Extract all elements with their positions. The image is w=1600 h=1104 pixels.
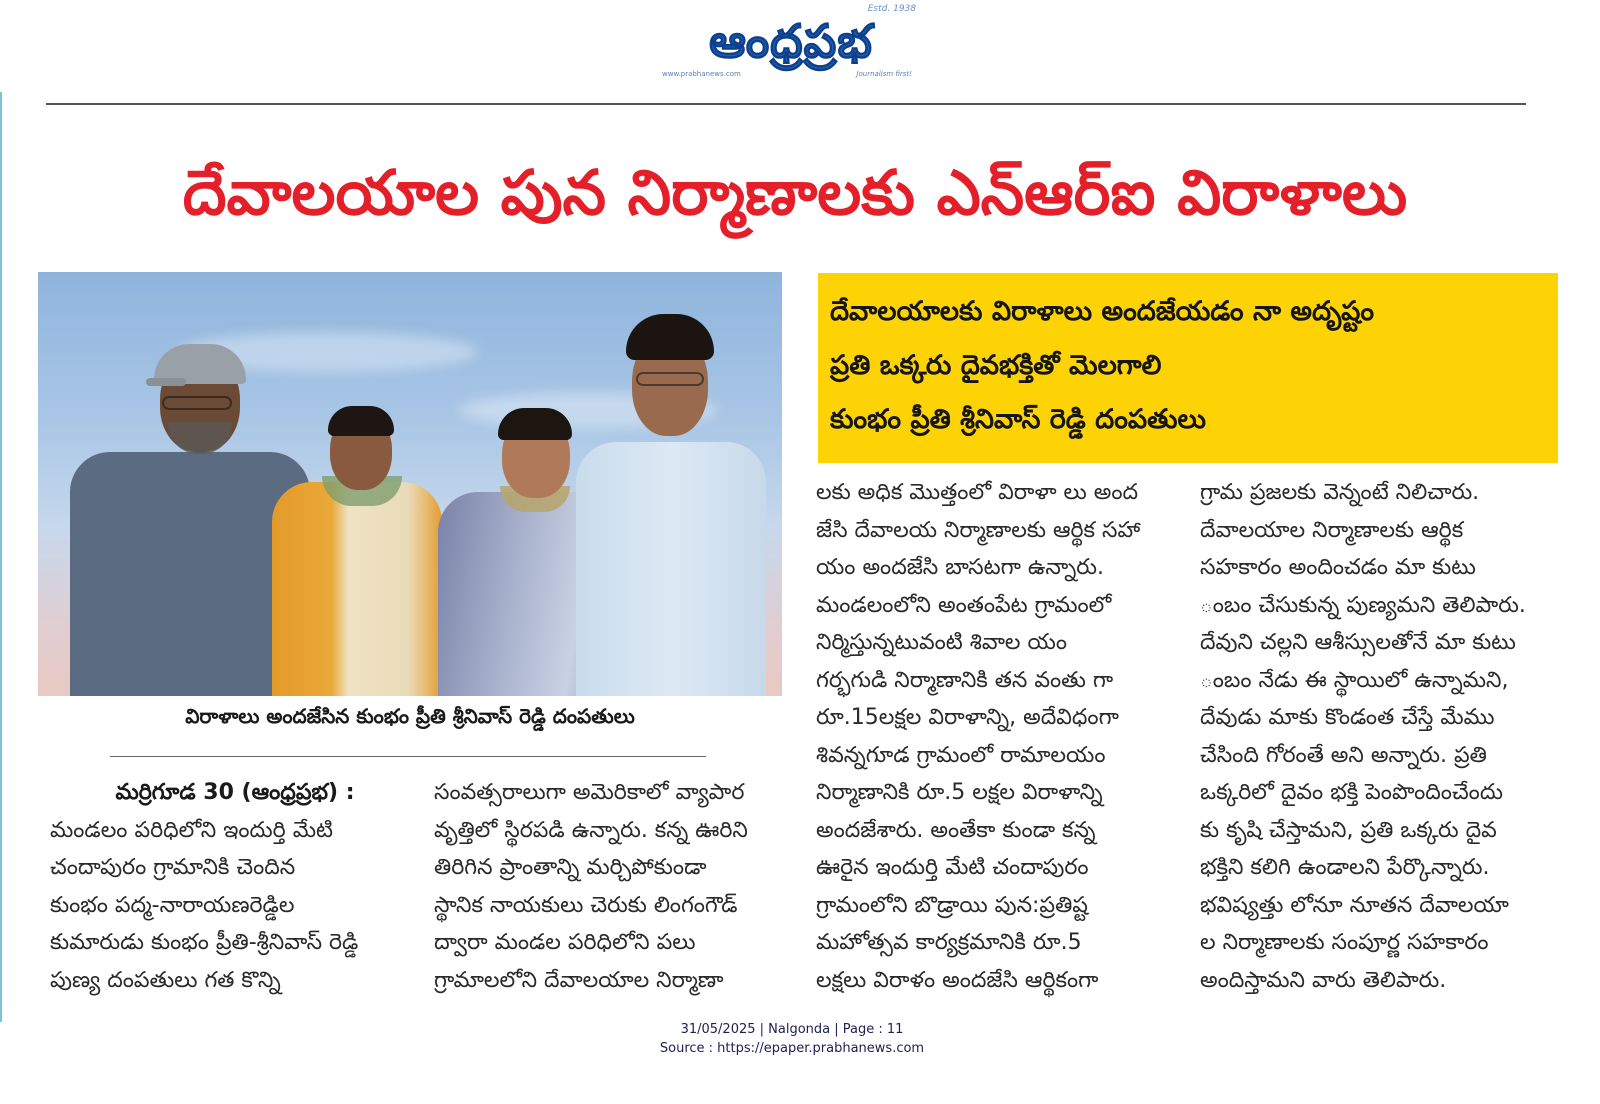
body-line: ఒక్కరిలో దైవం భక్తి పెంపొందించేందు — [1200, 780, 1503, 805]
highlight-box — [818, 273, 1558, 463]
masthead-divider — [46, 103, 1526, 105]
body-column-1 — [50, 774, 420, 999]
body-line: సంవత్సరాలుగా అమెరికాలో వ్యాపార — [434, 780, 745, 805]
body-line: అందజేశారు. అంతేకా కుండా కన్న — [816, 817, 1096, 843]
body-line: నిర్మాణానికి రూ.5 లక్షల విరాళాన్ని — [816, 780, 1103, 805]
body-line: చేసింది గోరంతే అని అన్నారు. ప్రతి — [1200, 742, 1487, 768]
body-line: గ్రామ ప్రజలకు వెన్నంటే నిలిచారు. — [1200, 480, 1480, 505]
masthead-logo — [660, 4, 922, 80]
person-man-white-shirt — [566, 292, 776, 696]
body-line: గ్రామంలోని బొడ్రాయి పున:ప్రతిష్ట — [816, 892, 1088, 918]
logo-website: www.prabhanews.com — [662, 70, 741, 78]
body-line: తిరిగిన ప్రాంతాన్ని మర్చిపోకుండా — [434, 855, 707, 880]
logo-tagline: Journalism first! — [856, 70, 912, 78]
body-column-3 — [816, 474, 1186, 999]
person-man-cap — [50, 312, 310, 696]
body-line: ంబం చేసుకున్న పుణ్యమని తెలిపారు. — [1200, 592, 1526, 618]
body-line: సహకారం అందించడం మా కుటు — [1200, 555, 1476, 580]
body-line: జేసి దేవాలయ నిర్మాణాలకు ఆర్థిక సహా — [816, 517, 1141, 543]
body-line: అందిస్తామని వారు తెలిపారు. — [1200, 967, 1447, 993]
caption-divider — [110, 756, 706, 757]
body-line: భక్తిని కలిగి ఉండాలని పేర్కొన్నారు. — [1200, 855, 1490, 880]
body-line: ఊరైన ఇందుర్తి మేటి చందాపురం — [816, 855, 1089, 880]
page-footer — [0, 1020, 1584, 1058]
body-line: గ్రామాలలోని దేవాలయాల నిర్మాణా — [434, 967, 724, 993]
body-line: నిర్మిస్తున్నటువంటి శివాల యం — [816, 630, 1067, 655]
body-line: స్థానిక నాయకులు చెరుకు లింగంగౌడ్ — [434, 892, 738, 918]
body-line: చందాపురం గ్రామానికి చెందిన — [50, 855, 296, 880]
body-line: యం అందజేసి బాసటగా ఉన్నారు. — [816, 555, 1104, 580]
body-line: ద్వారా మండల పరిధిలోని పలు — [434, 930, 696, 955]
established-label: Estd. 1938 — [867, 4, 916, 14]
body-line: మండలంలోని అంతంపేట గ్రామంలో — [816, 592, 1112, 618]
family-photo — [38, 272, 782, 696]
body-column-4 — [1200, 474, 1570, 999]
body-line: గర్భగుడి నిర్మాణానికి తన వంతు గా — [816, 667, 1114, 693]
article-headline: దేవాలయాల పున నిర్మాణాలకు ఎన్ఆర్ఐ విరాళాలు — [182, 156, 1408, 229]
photo-caption: విరాళాలు అందజేసిన కుంభం ప్రీతి శ్రీనివాస్ రెడ్డి దంపతులు — [185, 704, 635, 728]
body-column-2 — [434, 774, 804, 999]
highlight-line: కుంభం ప్రీతి శ్రీనివాస్ రెడ్డి దంపతులు — [830, 404, 1206, 435]
body-line: దేవుడు మాకు కొండంత చేస్తే మేము — [1200, 705, 1495, 730]
person-woman-orange-saree — [272, 392, 452, 696]
body-line: కుమారుడు కుంభం ప్రీతి-శ్రీనివాస్ రెడ్డి — [50, 930, 359, 955]
body-line: దేవాలయాల నిర్మాణాలకు ఆర్థిక — [1200, 517, 1464, 543]
highlight-line: దేవాలయాలకు విరాళాలు అందజేయడం నా అదృష్టం — [830, 296, 1375, 327]
body-line: లక్షలు విరాళం అందజేసి ఆర్థికంగా — [816, 967, 1099, 993]
dateline: మర్రిగూడ 30 (ఆంధ్రప్రభ) : — [115, 780, 355, 805]
body-line: కుంభం పద్మ-నారాయణరెడ్డిల — [50, 892, 295, 918]
highlight-line: ప్రతి ఒక్కరు దైవభక్తితో మెలగాలి — [830, 350, 1162, 381]
body-line: దేవుని చల్లని ఆశీస్సులతోనే మా కుటు — [1200, 630, 1516, 655]
page-edge-rule — [0, 92, 2, 1022]
body-line: మండలం పరిధిలోని ఇందుర్తి మేటి — [50, 817, 333, 843]
body-line: పుణ్య దంపతులు గత కొన్ని — [50, 967, 281, 993]
body-line: కు కృషి చేస్తామని, ప్రతి ఒక్కరు దైవ — [1200, 817, 1497, 843]
body-line: భవిష్యత్తు లోనూ నూతన దేవాలయా — [1200, 892, 1509, 918]
body-line: మహోత్సవ కార్యక్రమానికి రూ.5 — [816, 930, 1082, 955]
logo-wordmark: ఆంధ్రప్రభ — [709, 14, 873, 68]
body-line: రూ.15లక్షల విరాళాన్ని, అదేవిధంగా — [816, 705, 1119, 730]
edition-info: 31/05/2025 | Nalgonda | Page : 11 — [680, 1022, 904, 1037]
body-line: వృత్తిలో స్థిరపడి ఉన్నారు. కన్న ఊరిని — [434, 817, 748, 843]
body-line: శివన్నగూడ గ్రామంలో రామాలయం — [816, 742, 1106, 768]
body-line: ంబం నేడు ఈ స్థాయిలో ఉన్నామని, — [1200, 667, 1509, 693]
body-line: ల నిర్మాణాలకు సంపూర్ణ సహకారం — [1200, 930, 1489, 955]
source-link[interactable]: Source : https://epaper.prabhanews.com — [659, 1041, 925, 1056]
body-line: లకు అధిక మొత్తంలో విరాళా లు అంద — [816, 480, 1139, 505]
